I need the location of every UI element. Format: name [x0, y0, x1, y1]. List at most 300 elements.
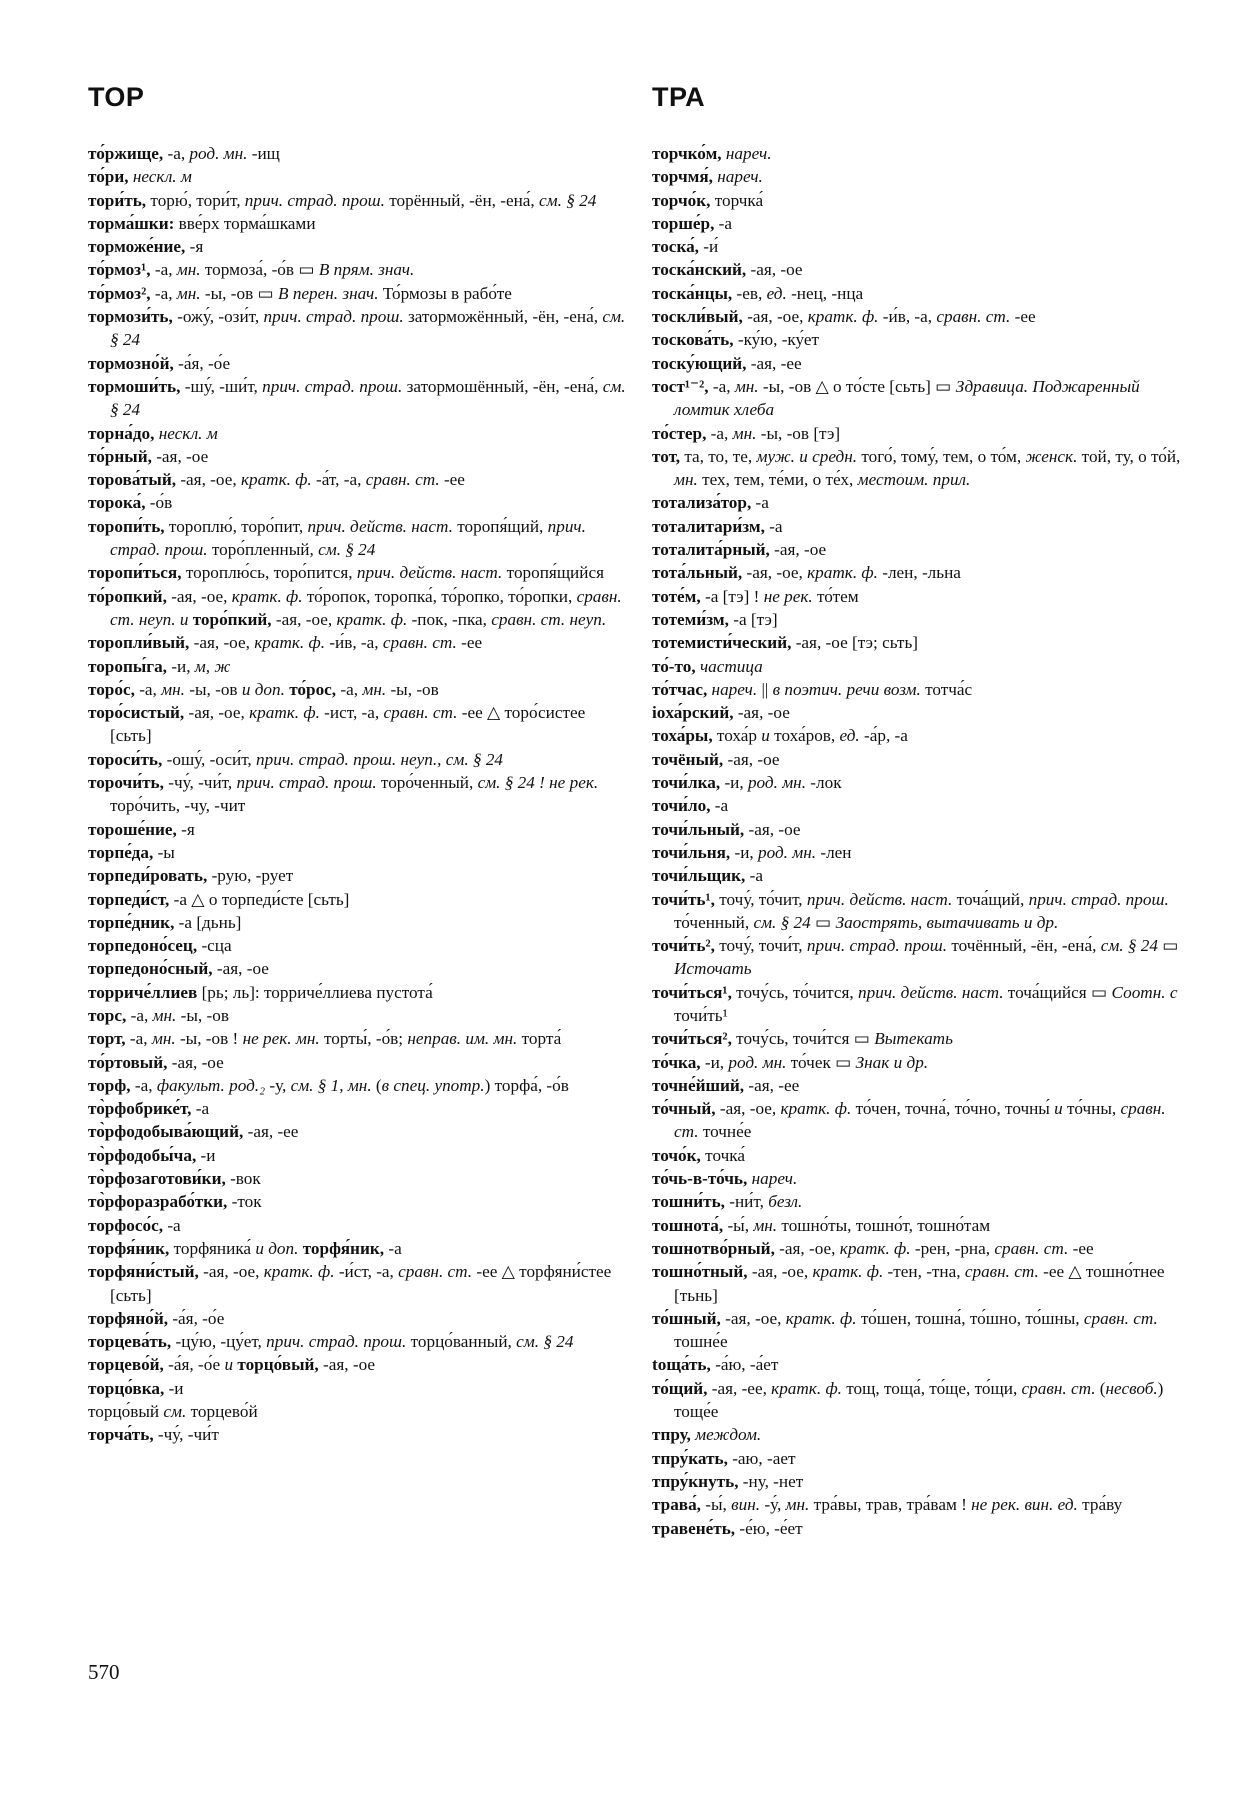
entry-text: ( — [371, 1075, 382, 1095]
grammar-note: мн. — [734, 376, 759, 396]
headword: точи́льня, — [652, 842, 731, 862]
entry-text: -ая, -ое [тэ; сьть] — [791, 633, 919, 653]
dictionary-entry — [652, 1260, 1192, 1307]
headword: то́ри, — [88, 167, 129, 187]
entry-text: ▭ — [1157, 936, 1179, 956]
grammar-note: прич. страд. прош. — [110, 516, 586, 560]
grammar-note: нескл. м — [158, 423, 218, 443]
entry-text: торопя́щийся — [502, 563, 604, 583]
dictionary-entry — [88, 1144, 628, 1167]
dictionary-entry — [88, 468, 628, 491]
grammar-note: мн. — [674, 470, 698, 490]
entry-text: -у, — [265, 1075, 291, 1095]
entry-text: торцо́вый — [88, 1402, 164, 1422]
entry-text: тощ, тоща́, то́ще, то́щи, — [841, 1378, 1022, 1398]
entry-text: торта́ — [517, 1029, 562, 1049]
entry-text: то́чны, — [1062, 1099, 1121, 1119]
entry-text: -ая, -ое, — [189, 633, 255, 653]
dictionary-entry — [88, 561, 628, 584]
headword: точёный, — [652, 749, 724, 769]
grammar-note: сравн. ст. — [398, 1262, 473, 1282]
dictionary-entry — [88, 631, 628, 654]
dictionary-entry — [88, 1074, 628, 1097]
grammar-note: прич. действ. наст. — [858, 982, 1004, 1002]
grammar-note: кратк. ф. — [240, 470, 312, 490]
grammar-note: см. § 24 — [110, 376, 626, 420]
dictionary-entry — [88, 1353, 628, 1376]
headword: то́щий, — [652, 1378, 708, 1398]
dictionary-entry — [652, 328, 1192, 351]
entry-text: -тен, -тна, — [883, 1262, 965, 1282]
headword: точи́ть², — [652, 936, 715, 956]
dictionary-entry — [88, 258, 628, 281]
dictionary-entry — [652, 422, 1192, 445]
entry-text: -цу́ю, -цу́ет, — [171, 1332, 267, 1352]
headword: то́чный, — [652, 1099, 716, 1119]
grammar-note: мн. — [176, 260, 201, 280]
dictionary-entry — [88, 142, 628, 165]
entry-text: -ая, -ое, — [715, 1099, 781, 1119]
headword: торс, — [88, 1005, 127, 1025]
entry-text: -ая, -ое, — [774, 1238, 840, 1258]
headword: торфяно́й, — [88, 1308, 169, 1328]
entry-text: -и́ст, -а, — [334, 1262, 399, 1282]
entry-text: -ни́т, — [724, 1192, 769, 1212]
entry-text: тра́вы, трав, тра́вам ! — [809, 1495, 972, 1515]
dictionary-entry — [652, 701, 1192, 724]
entry-text: точка́ — [700, 1145, 745, 1165]
dictionary-entry — [652, 212, 1192, 235]
entry-text: тороплю́, торо́пит, — [164, 516, 308, 536]
grammar-note: мн. — [152, 1005, 177, 1025]
entry-text: -а, — [125, 1029, 152, 1049]
grammar-note: прич. страд. прош. — [262, 376, 403, 396]
headword: травене́ть, — [652, 1518, 736, 1538]
headword: торцо́вый, — [237, 1355, 319, 1375]
entry-text: -а, — [163, 144, 190, 163]
headword: тоталитари́зм, — [652, 516, 765, 536]
dictionary-entry — [88, 911, 628, 934]
headword: точи́ться², — [652, 1029, 732, 1049]
entry-text: тошно́ты, тошно́т, тошно́там — [777, 1215, 991, 1235]
entry-text: -и — [196, 1145, 216, 1165]
grammar-note: кратк. ф. — [812, 1262, 884, 1282]
dictionary-entry — [88, 352, 628, 375]
grammar-note: сравн. ст. — [1021, 1378, 1096, 1398]
entry-text: -я — [176, 819, 195, 839]
entry-text: -ая, -ое — [744, 819, 801, 839]
headword: торо́с, — [88, 679, 135, 699]
entry-text: заторможённый, -ён, -ена́, — [403, 307, 603, 327]
entry-text: то́шен, тошна́, то́шно, то́шны, — [856, 1308, 1084, 1328]
page-number: 570 — [88, 1660, 120, 1684]
dictionary-entry — [88, 1260, 628, 1307]
dictionary-entry — [652, 1517, 1192, 1540]
headword: торфя́ник, — [302, 1238, 385, 1258]
entry-text: -о́в — [145, 493, 173, 513]
grammar-note: см. § 24 — [110, 307, 626, 350]
headword: то́ропкий, — [88, 586, 167, 606]
entry-text: тороплю́сь, торо́пится, — [181, 563, 357, 583]
entry-text: затормошённый, -ён, -ена́, — [402, 376, 603, 396]
headword: тоску́ющий, — [652, 353, 747, 373]
headword: трава́, — [652, 1495, 701, 1515]
dictionary-entry — [652, 1237, 1192, 1260]
running-header-right: ТРА — [652, 82, 706, 112]
headword: торриче́ллиев — [88, 982, 198, 1002]
dictionary-entry — [88, 771, 628, 818]
headword: тота́льный, — [652, 563, 743, 583]
entry-text: -а́р, -а — [859, 726, 908, 746]
dictionary-entry — [652, 864, 1192, 887]
grammar-note: см. § 24 — [516, 1332, 574, 1352]
headword: торцева́ть, — [88, 1332, 172, 1352]
entry-text: вве́рх торма́шками — [174, 213, 316, 233]
headword: то́рный, — [88, 446, 152, 466]
headword: тоска́нцы, — [652, 283, 733, 303]
running-header-left: ТОР — [88, 82, 145, 112]
entry-text: то́чек ▭ — [786, 1052, 856, 1072]
dictionary-entry — [88, 189, 628, 212]
entry-text: -ее — [456, 633, 483, 653]
grammar-note: муж. и средн. — [756, 446, 858, 466]
entry-text: -ку́ю, -ку́ет — [733, 330, 820, 350]
headword: торочи́ть, — [88, 773, 164, 793]
entry-text: || — [757, 679, 773, 699]
entry-text: -ев, — [732, 283, 767, 303]
entry-text: -ы́, — [700, 1495, 732, 1515]
entry-text: -и — [164, 1378, 184, 1398]
dictionary-entry — [88, 235, 628, 258]
dictionary-entry — [88, 1307, 628, 1330]
dictionary-entry — [88, 422, 628, 445]
entry-text: -а, — [708, 376, 735, 396]
entry-text: торфяника́ — [169, 1238, 256, 1258]
dictionary-entry — [652, 538, 1192, 561]
entry-text: точа́щийся ▭ — [1003, 982, 1112, 1002]
dictionary-entry — [652, 1074, 1192, 1097]
entry-text: -а, — [706, 423, 733, 443]
headword: тоска́нский, — [652, 260, 747, 280]
entry-text: тошне́е — [674, 1332, 728, 1352]
entry-text: -и, — [166, 656, 195, 676]
grammar-note: факульт. род.₂ — [156, 1075, 266, 1095]
grammar-note: в поэтич. речи возм. — [772, 679, 921, 699]
entry-text: -ая, -ое, — [720, 1308, 786, 1328]
headword: тоскова́ть, — [652, 330, 734, 350]
entry-text: -ая, -ее — [746, 353, 802, 373]
grammar-note: род. мн. — [728, 1052, 787, 1072]
entry-text: -ая, -ое, — [271, 609, 337, 629]
grammar-note: мн. — [151, 1029, 176, 1049]
grammar-note: кратк. ф. — [231, 586, 303, 606]
entry-text: торённый, -ён, -ена́, — [384, 190, 540, 210]
dictionary-entry — [88, 1400, 628, 1423]
dictionary-entry — [88, 1167, 628, 1190]
headword: тороше́ние, — [88, 819, 177, 839]
entry-text: -ая, -ое — [733, 703, 790, 723]
headword: тоталита́рный, — [652, 540, 770, 560]
dictionary-entry — [652, 1307, 1192, 1354]
grammar-note: род. мн. — [189, 144, 248, 163]
dictionary-entry — [652, 981, 1192, 1028]
entry-text: -ы́, — [723, 1215, 754, 1235]
headword: тот, — [652, 446, 681, 466]
grammar-note: сравн. ст. — [674, 1099, 1166, 1142]
entry-text: тра́ву — [1077, 1495, 1123, 1515]
grammar-note: кратк. ф. — [839, 1238, 911, 1258]
headword: тоте́м, — [652, 586, 701, 606]
dictionary-entry — [652, 818, 1192, 841]
dictionary-entry — [652, 165, 1192, 188]
headword: тотемисти́ческий, — [652, 633, 792, 653]
entry-text: -ток — [227, 1192, 262, 1212]
grammar-note: безл. — [768, 1192, 803, 1212]
dictionary-entry — [652, 1214, 1192, 1237]
entry-text: -ая, -ое — [723, 749, 780, 769]
grammar-note: кратк. ф. — [249, 703, 320, 723]
dictionary-entry — [88, 701, 628, 748]
entry-text: -а — [163, 1215, 181, 1235]
grammar-note: род. мн. — [758, 842, 817, 862]
dictionary-entry — [88, 305, 628, 352]
grammar-note: неправ. им. мн. — [407, 1029, 518, 1049]
entry-text: -ая, -ее — [243, 1122, 299, 1142]
grammar-note: в спец. употр. — [381, 1075, 485, 1095]
entry-text: торты́, -о́в; — [319, 1029, 408, 1049]
grammar-note: прич. страд. прош. — [1028, 889, 1169, 909]
grammar-note: и — [179, 609, 189, 629]
dictionary-entry — [652, 1167, 1192, 1190]
grammar-note: нареч. — [751, 1169, 798, 1189]
entry-text: -рую, -рует — [207, 866, 294, 886]
entry-text: -ы, -ов — [184, 679, 242, 699]
grammar-note: несвоб. — [1105, 1378, 1158, 1398]
headword: тоха́ры, — [652, 726, 713, 746]
grammar-note: мн. — [161, 679, 185, 699]
headword: toща́ть, — [652, 1355, 711, 1375]
entry-text: то́тем — [812, 586, 859, 606]
grammar-note: нареч. — [711, 679, 758, 699]
entry-text: -ист, -а, — [319, 703, 384, 723]
entry-text: -ы, -ов ▭ — [200, 283, 279, 303]
grammar-note: сравн. ст. — [994, 1238, 1069, 1258]
entry-text: -а́т, -а, — [311, 470, 366, 490]
headword: то̀рфобрике́т, — [88, 1099, 192, 1119]
entry-text: -ы, -ов [тэ] — [756, 423, 841, 443]
entry-text: -ы, -ов — [176, 1005, 229, 1025]
headword: торна́до, — [88, 423, 155, 443]
grammar-note: сравн. ст. — [936, 307, 1011, 327]
grammar-note: мн. — [362, 679, 387, 699]
headword: тотеми́зм, — [652, 609, 729, 629]
headword: торопы́га, — [88, 656, 167, 676]
entry-text: -аю, -ает — [727, 1448, 796, 1468]
entry-text: -ы, -ов ! — [175, 1029, 243, 1049]
grammar-note: прич. страд. прош. — [244, 190, 385, 210]
headword: то́чка, — [652, 1052, 701, 1072]
grammar-note: сравн. ст. неуп. — [110, 586, 622, 629]
grammar-note: междом. — [695, 1425, 762, 1445]
grammar-note: мн. — [753, 1215, 778, 1235]
entry-text: -ы, -ов △ о то́сте [сьть] ▭ — [758, 376, 956, 396]
entry-text: -вок — [225, 1169, 261, 1189]
grammar-note: прич. страд. прош. — [266, 1332, 407, 1352]
headword: тпру́кнуть, — [652, 1471, 739, 1491]
headword: тормоши́ть, — [88, 376, 181, 396]
entry-text: -а — [710, 796, 729, 816]
entry-text: тотча́с — [920, 679, 973, 699]
entry-text: -и́ — [698, 237, 719, 257]
headword: то́рмоз², — [88, 283, 151, 303]
entry-text: -а, — [130, 1075, 157, 1095]
grammar-note: не рек. вин. ед. — [971, 1495, 1078, 1515]
grammar-note: В прям. знач. — [318, 260, 415, 280]
grammar-note: и доп. — [241, 679, 285, 699]
grammar-note: ед. — [839, 726, 860, 746]
headword: торчко́м, — [652, 144, 722, 163]
grammar-note: прич. действ. наст. — [307, 516, 453, 536]
headword: тотализа́тор, — [652, 493, 752, 513]
dictionary-entry — [652, 352, 1192, 375]
dictionary-entry — [88, 375, 628, 422]
headword: торчо́к, — [652, 190, 711, 210]
grammar-note: прич. действ. наст. — [806, 889, 953, 909]
grammar-note: женск. — [1025, 446, 1078, 466]
entry-text: -ая, -ое, — [742, 307, 808, 327]
entry-text: -а, — [126, 1005, 153, 1025]
entry-text: то́ченный, — [674, 912, 754, 932]
grammar-note: нареч. — [725, 144, 772, 163]
grammar-note: мн. — [176, 283, 201, 303]
entry-text: точённый, -ён, -ена́, — [947, 936, 1101, 956]
entry-text: торо́пленный, — [207, 540, 319, 560]
dictionary-entry — [652, 724, 1192, 747]
entry-text: -ая, -ое, — [166, 586, 232, 606]
entry-text: -а — [751, 493, 769, 513]
entry-text: того́, тому́, тем, о то́м, — [857, 446, 1026, 466]
entry-text: торцо́ванный, — [406, 1332, 517, 1352]
dictionary-entry — [88, 1051, 628, 1074]
grammar-note: и доп. — [255, 1238, 299, 1258]
dictionary-entry — [88, 212, 628, 235]
grammar-note: мн. — [732, 423, 757, 443]
entry-text: -ая, -ое — [151, 446, 209, 466]
grammar-note: частица — [699, 656, 763, 676]
grammar-note: кратк. ф. — [807, 563, 878, 583]
entry-text: та, то, те, — [680, 446, 757, 466]
entry-text: -и, — [700, 1052, 729, 1072]
grammar-note: В перен. знач. — [278, 283, 379, 303]
entry-text: -рен, -рна, — [910, 1238, 995, 1258]
headword: тороси́ть, — [88, 749, 163, 769]
entry-text: -ее — [439, 470, 465, 490]
dictionary-entry — [652, 794, 1192, 817]
entry-text: той, ту, о то́й, — [1077, 446, 1181, 466]
entry-text: торо́ченный, — [376, 773, 478, 793]
grammar-note: и — [761, 726, 770, 746]
dictionary-entry — [652, 631, 1192, 654]
grammar-note: Вытекать — [874, 1029, 953, 1049]
dictionary-entry — [88, 282, 628, 305]
dictionary-entry — [652, 445, 1192, 492]
dictionary-entry — [652, 258, 1192, 281]
grammar-note: нескл. м — [132, 167, 192, 187]
entry-text: -и, — [730, 842, 759, 862]
dictionary-entry — [652, 375, 1192, 422]
dictionary-entry — [652, 655, 1192, 678]
headword: ioха́рский, — [652, 703, 734, 723]
headword: тошнота́, — [652, 1215, 724, 1235]
grammar-note: кратк. ф. — [336, 609, 408, 629]
entry-text: -ая, -ее, — [707, 1378, 772, 1398]
dictionary-entry — [88, 818, 628, 841]
dictionary-entry — [88, 515, 628, 562]
dictionary-entry — [88, 1377, 628, 1400]
entry-text: То́рмозы в рабо́те — [378, 283, 512, 303]
entry-text: -лен, -льна — [877, 563, 961, 583]
headword: торпедоно́сец, — [88, 936, 198, 956]
dictionary-entry — [652, 888, 1192, 935]
headword: то̀рфодобыва́ющий, — [88, 1122, 244, 1142]
headword: торфя́ник, — [88, 1238, 170, 1258]
entry-text: -ая, -ее — [744, 1075, 800, 1095]
dictionary-entry — [652, 585, 1192, 608]
grammar-note: см. § 1, мн. — [290, 1075, 372, 1095]
grammar-note: м, ж — [194, 656, 231, 676]
headword: то́стер, — [652, 423, 707, 443]
grammar-note: кратк. ф. — [807, 307, 879, 327]
headword: торо́пкий, — [192, 609, 272, 629]
entry-text: -ая, -ое, — [742, 563, 808, 583]
entry-text: -чу́, -чи́т — [153, 1425, 219, 1445]
entry-text: тех, тем, те́ми, о те́х, — [697, 470, 858, 490]
entry-text: -а́ю, -а́ет — [710, 1355, 779, 1375]
entry-text: -нец, -нца — [786, 283, 864, 303]
headword: торопли́вый, — [88, 633, 190, 653]
headword: тпру, — [652, 1425, 691, 1445]
dictionary-entry — [652, 235, 1192, 258]
headword: тпру́кать, — [652, 1448, 728, 1468]
entry-text: -ая, -ое — [212, 959, 269, 979]
entry-text: точи́ть¹ — [674, 1005, 728, 1025]
dictionary-entry — [88, 748, 628, 771]
entry-text: -и, — [720, 773, 748, 793]
entry-text: -а, — [150, 260, 177, 280]
headword: тормози́ть, — [88, 307, 173, 327]
dictionary-entry — [652, 678, 1192, 701]
dictionary-entry — [652, 1353, 1192, 1376]
entry-text: точу́, то́чит, — [714, 889, 807, 909]
headword: точи́ться¹, — [652, 982, 732, 1002]
entry-text: -ошу́, -оси́т, — [162, 749, 257, 769]
dictionary-entry — [652, 1447, 1192, 1470]
dictionary-entry — [88, 445, 628, 468]
headword: торфосо́с, — [88, 1215, 164, 1235]
grammar-note: см. § 24 — [318, 540, 376, 560]
dictionary-entry — [652, 1051, 1192, 1074]
headword: торма́шки: — [88, 213, 175, 233]
headword: торпеди́ст, — [88, 889, 170, 909]
headword: торше́р, — [652, 213, 715, 233]
dictionary-entry — [88, 888, 628, 911]
entry-text: точу́сь, то́чится, — [731, 982, 859, 1002]
headword: тоска́, — [652, 237, 699, 257]
entry-text: -ожу́, -ози́т, — [172, 307, 264, 327]
entry-text: -а́я, -о́е — [173, 353, 231, 373]
entry-text: -ы, -ов — [386, 679, 439, 699]
dictionary-entry — [88, 655, 628, 678]
